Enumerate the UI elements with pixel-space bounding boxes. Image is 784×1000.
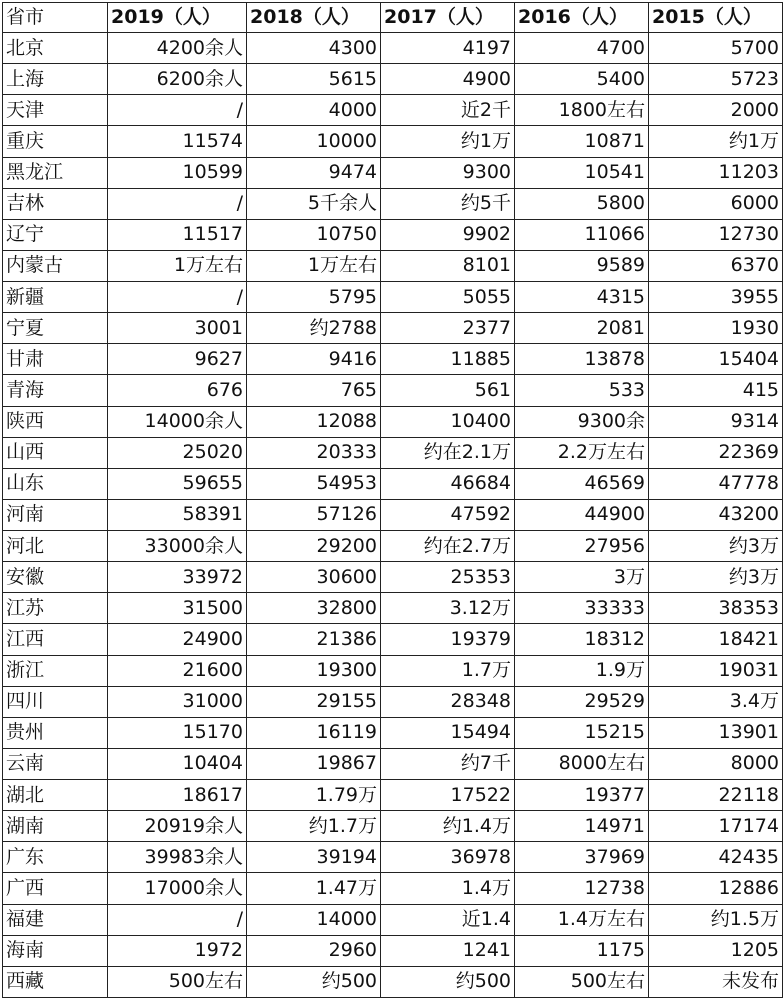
- cell-y2018: 约1.7万: [247, 811, 381, 842]
- cell-y2016: 15215: [515, 717, 649, 748]
- cell-y2015: 2000: [649, 95, 783, 126]
- cell-y2019: 500左右: [108, 966, 247, 997]
- cell-y2015: 3955: [649, 282, 783, 313]
- cell-y2015: 未发布: [649, 966, 783, 997]
- cell-y2016: 500左右: [515, 966, 649, 997]
- cell-y2019: 14000余人: [108, 406, 247, 437]
- cell-province: 山东: [3, 468, 108, 499]
- cell-y2019: 9627: [108, 344, 247, 375]
- table-row: [3, 717, 783, 748]
- cell-y2016: 13878: [515, 344, 649, 375]
- cell-province: 吉林: [3, 188, 108, 219]
- cell-y2019: /: [108, 282, 247, 313]
- cell-y2015: 19031: [649, 655, 783, 686]
- cell-y2017: 约7千: [381, 748, 515, 779]
- cell-y2016: 8000左右: [515, 748, 649, 779]
- cell-y2016: 5400: [515, 64, 649, 95]
- cell-y2015: 18421: [649, 624, 783, 655]
- cell-y2018: 5千余人: [247, 188, 381, 219]
- cell-y2019: 11517: [108, 219, 247, 250]
- table-row: [3, 966, 783, 997]
- cell-province: 陕西: [3, 406, 108, 437]
- cell-province: 福建: [3, 904, 108, 935]
- cell-y2019: 59655: [108, 468, 247, 499]
- cell-y2015: 8000: [649, 748, 783, 779]
- cell-y2019: /: [108, 188, 247, 219]
- cell-y2018: 1.79万: [247, 780, 381, 811]
- cell-y2015: 9314: [649, 406, 783, 437]
- cell-y2017: 17522: [381, 780, 515, 811]
- cell-y2018: 32800: [247, 593, 381, 624]
- cell-y2018: 19867: [247, 748, 381, 779]
- cell-y2016: 9300余: [515, 406, 649, 437]
- cell-y2015: 42435: [649, 842, 783, 873]
- cell-y2016: 1.4万左右: [515, 904, 649, 935]
- cell-y2018: 19300: [247, 655, 381, 686]
- table-row: [3, 188, 783, 219]
- cell-y2016: 5800: [515, 188, 649, 219]
- cell-y2015: 6000: [649, 188, 783, 219]
- cell-y2019: 15170: [108, 717, 247, 748]
- cell-y2016: 11066: [515, 219, 649, 250]
- cell-y2018: 2960: [247, 935, 381, 966]
- cell-y2018: 57126: [247, 499, 381, 530]
- cell-y2018: 5615: [247, 64, 381, 95]
- cell-y2019: 17000余人: [108, 873, 247, 904]
- table-row: [3, 406, 783, 437]
- table-row: [3, 313, 783, 344]
- cell-y2016: 18312: [515, 624, 649, 655]
- cell-y2015: 13901: [649, 717, 783, 748]
- table-row: [3, 935, 783, 966]
- cell-y2016: 37969: [515, 842, 649, 873]
- cell-y2018: 9474: [247, 157, 381, 188]
- cell-y2019: 676: [108, 375, 247, 406]
- cell-y2019: 31500: [108, 593, 247, 624]
- cell-y2017: 10400: [381, 406, 515, 437]
- cell-y2015: 12886: [649, 873, 783, 904]
- table-row: [3, 219, 783, 250]
- cell-y2018: 21386: [247, 624, 381, 655]
- cell-y2019: 31000: [108, 686, 247, 717]
- table-row: [3, 655, 783, 686]
- cell-y2017: 47592: [381, 499, 515, 530]
- table-row: [3, 842, 783, 873]
- cell-y2019: 6200余人: [108, 64, 247, 95]
- cell-y2019: /: [108, 95, 247, 126]
- cell-y2018: 765: [247, 375, 381, 406]
- cell-y2017: 46684: [381, 468, 515, 499]
- table-row: [3, 624, 783, 655]
- cell-province: 甘肃: [3, 344, 108, 375]
- cell-y2015: 1930: [649, 313, 783, 344]
- cell-y2016: 12738: [515, 873, 649, 904]
- cell-y2019: 18617: [108, 780, 247, 811]
- cell-y2017: 9902: [381, 219, 515, 250]
- cell-province: 广西: [3, 873, 108, 904]
- cell-y2015: 5700: [649, 33, 783, 64]
- cell-y2018: 4300: [247, 33, 381, 64]
- cell-y2019: 10599: [108, 157, 247, 188]
- table-row: [3, 250, 783, 281]
- cell-y2017: 561: [381, 375, 515, 406]
- data-table: [2, 2, 783, 998]
- cell-y2015: 11203: [649, 157, 783, 188]
- cell-province: 河南: [3, 499, 108, 530]
- cell-y2019: 58391: [108, 499, 247, 530]
- header-row: [3, 3, 783, 33]
- table-body: [3, 33, 783, 998]
- cell-y2016: 27956: [515, 531, 649, 562]
- cell-y2017: 约在2.1万: [381, 437, 515, 468]
- cell-province: 湖南: [3, 811, 108, 842]
- cell-y2018: 29200: [247, 531, 381, 562]
- cell-y2015: 415: [649, 375, 783, 406]
- header-2017: 2017（人）: [381, 3, 515, 33]
- cell-province: 重庆: [3, 126, 108, 157]
- cell-y2019: 25020: [108, 437, 247, 468]
- cell-y2018: 54953: [247, 468, 381, 499]
- cell-province: 湖北: [3, 780, 108, 811]
- cell-y2015: 17174: [649, 811, 783, 842]
- cell-y2015: 22369: [649, 437, 783, 468]
- cell-y2017: 近2千: [381, 95, 515, 126]
- cell-y2019: 1万左右: [108, 250, 247, 281]
- cell-y2016: 3万: [515, 562, 649, 593]
- cell-y2016: 44900: [515, 499, 649, 530]
- cell-y2016: 19377: [515, 780, 649, 811]
- cell-province: 上海: [3, 64, 108, 95]
- cell-y2019: 4200余人: [108, 33, 247, 64]
- cell-y2018: 30600: [247, 562, 381, 593]
- cell-y2019: 33972: [108, 562, 247, 593]
- cell-province: 内蒙古: [3, 250, 108, 281]
- cell-y2017: 19379: [381, 624, 515, 655]
- cell-y2019: 11574: [108, 126, 247, 157]
- cell-province: 新疆: [3, 282, 108, 313]
- cell-province: 江西: [3, 624, 108, 655]
- cell-y2017: 28348: [381, 686, 515, 717]
- cell-y2018: 10750: [247, 219, 381, 250]
- table-row: [3, 95, 783, 126]
- cell-y2018: 4000: [247, 95, 381, 126]
- cell-y2018: 29155: [247, 686, 381, 717]
- cell-y2018: 16119: [247, 717, 381, 748]
- cell-y2019: 10404: [108, 748, 247, 779]
- cell-y2016: 533: [515, 375, 649, 406]
- cell-province: 四川: [3, 686, 108, 717]
- header-2016: 2016（人）: [515, 3, 649, 33]
- cell-y2017: 9300: [381, 157, 515, 188]
- table-row: [3, 468, 783, 499]
- cell-y2017: 约1.4万: [381, 811, 515, 842]
- cell-y2017: 3.12万: [381, 593, 515, 624]
- header-2019: 2019（人）: [108, 3, 247, 33]
- table-row: [3, 64, 783, 95]
- cell-y2015: 15404: [649, 344, 783, 375]
- cell-y2015: 12730: [649, 219, 783, 250]
- table-row: [3, 748, 783, 779]
- cell-y2018: 39194: [247, 842, 381, 873]
- cell-province: 江苏: [3, 593, 108, 624]
- cell-y2018: 9416: [247, 344, 381, 375]
- table-row: [3, 531, 783, 562]
- cell-y2018: 约500: [247, 966, 381, 997]
- cell-y2016: 2081: [515, 313, 649, 344]
- cell-province: 贵州: [3, 717, 108, 748]
- table-row: [3, 375, 783, 406]
- cell-y2015: 约1.5万: [649, 904, 783, 935]
- cell-y2016: 1800左右: [515, 95, 649, 126]
- cell-y2017: 11885: [381, 344, 515, 375]
- cell-y2017: 1.7万: [381, 655, 515, 686]
- cell-y2017: 5055: [381, 282, 515, 313]
- cell-y2018: 12088: [247, 406, 381, 437]
- table-row: [3, 157, 783, 188]
- table-row: [3, 780, 783, 811]
- cell-y2017: 1.4万: [381, 873, 515, 904]
- cell-y2017: 4197: [381, 33, 515, 64]
- cell-y2018: 10000: [247, 126, 381, 157]
- cell-y2016: 14971: [515, 811, 649, 842]
- cell-province: 辽宁: [3, 219, 108, 250]
- table-row: [3, 811, 783, 842]
- cell-y2019: 33000余人: [108, 531, 247, 562]
- header-2018: 2018（人）: [247, 3, 381, 33]
- cell-y2018: 1万左右: [247, 250, 381, 281]
- cell-y2016: 10541: [515, 157, 649, 188]
- table-row: [3, 437, 783, 468]
- cell-y2017: 约1万: [381, 126, 515, 157]
- cell-y2017: 4900: [381, 64, 515, 95]
- cell-y2015: 5723: [649, 64, 783, 95]
- cell-y2018: 约2788: [247, 313, 381, 344]
- cell-y2016: 1.9万: [515, 655, 649, 686]
- cell-province: 浙江: [3, 655, 108, 686]
- cell-y2017: 36978: [381, 842, 515, 873]
- cell-y2017: 约5千: [381, 188, 515, 219]
- cell-y2016: 33333: [515, 593, 649, 624]
- cell-y2015: 1205: [649, 935, 783, 966]
- cell-province: 广东: [3, 842, 108, 873]
- cell-y2019: 1972: [108, 935, 247, 966]
- cell-y2017: 约500: [381, 966, 515, 997]
- table-row: [3, 904, 783, 935]
- cell-y2016: 1175: [515, 935, 649, 966]
- cell-y2016: 10871: [515, 126, 649, 157]
- table-row: [3, 499, 783, 530]
- cell-y2015: 约3万: [649, 562, 783, 593]
- cell-y2017: 近1.4: [381, 904, 515, 935]
- cell-y2016: 4315: [515, 282, 649, 313]
- cell-y2015: 43200: [649, 499, 783, 530]
- cell-y2015: 约3万: [649, 531, 783, 562]
- cell-y2015: 约1万: [649, 126, 783, 157]
- table-row: [3, 33, 783, 64]
- cell-province: 西藏: [3, 966, 108, 997]
- table-row: [3, 686, 783, 717]
- header-province: 省市: [3, 3, 108, 33]
- header-2015: 2015（人）: [649, 3, 783, 33]
- cell-province: 海南: [3, 935, 108, 966]
- cell-province: 天津: [3, 95, 108, 126]
- cell-province: 北京: [3, 33, 108, 64]
- cell-province: 云南: [3, 748, 108, 779]
- cell-y2017: 25353: [381, 562, 515, 593]
- cell-y2018: 20333: [247, 437, 381, 468]
- cell-y2015: 47778: [649, 468, 783, 499]
- cell-y2019: 39983余人: [108, 842, 247, 873]
- cell-y2019: /: [108, 904, 247, 935]
- cell-y2015: 3.4万: [649, 686, 783, 717]
- table-row: [3, 282, 783, 313]
- table-row: [3, 562, 783, 593]
- cell-y2016: 9589: [515, 250, 649, 281]
- cell-y2018: 1.47万: [247, 873, 381, 904]
- cell-y2017: 15494: [381, 717, 515, 748]
- cell-y2017: 8101: [381, 250, 515, 281]
- cell-y2018: 5795: [247, 282, 381, 313]
- cell-y2015: 6370: [649, 250, 783, 281]
- cell-province: 河北: [3, 531, 108, 562]
- table-row: [3, 593, 783, 624]
- cell-province: 青海: [3, 375, 108, 406]
- cell-province: 宁夏: [3, 313, 108, 344]
- cell-province: 黑龙江: [3, 157, 108, 188]
- cell-y2015: 22118: [649, 780, 783, 811]
- cell-y2016: 29529: [515, 686, 649, 717]
- table-row: [3, 126, 783, 157]
- cell-y2019: 20919余人: [108, 811, 247, 842]
- cell-province: 山西: [3, 437, 108, 468]
- cell-y2017: 1241: [381, 935, 515, 966]
- cell-y2015: 38353: [649, 593, 783, 624]
- cell-y2019: 3001: [108, 313, 247, 344]
- table-row: [3, 344, 783, 375]
- cell-y2017: 约在2.7万: [381, 531, 515, 562]
- cell-y2016: 2.2万左右: [515, 437, 649, 468]
- cell-y2016: 4700: [515, 33, 649, 64]
- cell-province: 安徽: [3, 562, 108, 593]
- cell-y2019: 21600: [108, 655, 247, 686]
- cell-y2019: 24900: [108, 624, 247, 655]
- table-row: [3, 873, 783, 904]
- cell-y2018: 14000: [247, 904, 381, 935]
- cell-y2016: 46569: [515, 468, 649, 499]
- cell-y2017: 2377: [381, 313, 515, 344]
